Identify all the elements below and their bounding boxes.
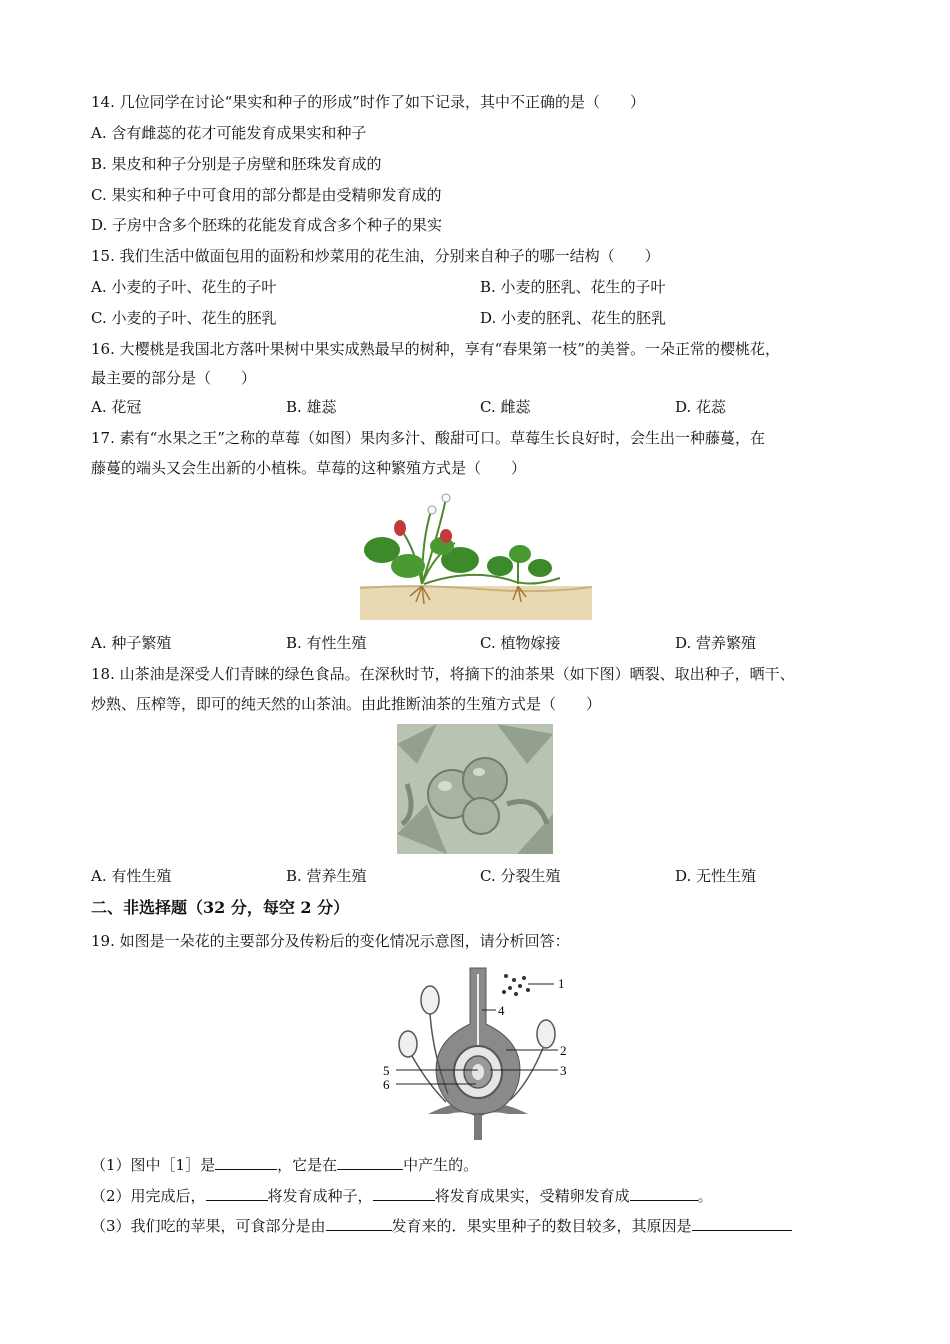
q14-option-c: C. 果实和种子中可食用的部分都是由受精卵发育成的 <box>91 186 442 204</box>
q19-stem: 19. 如图是一朵花的主要部分及传粉后的变化情况示意图，请分析回答： <box>91 932 570 950</box>
answer-blank[interactable] <box>326 1216 392 1231</box>
q17-option-b: B. 有性生殖 <box>286 634 367 652</box>
q17-option-a: A. 种子繁殖 <box>91 634 172 652</box>
q16-option-b: B. 雄蕊 <box>286 398 337 416</box>
q15-option-c: C. 小麦的子叶、花生的胚乳 <box>91 309 277 327</box>
flower-label-3: 3 <box>560 1063 567 1078</box>
q14-option-d: D. 子房中含多个胚珠的花能发育成含多个种子的果实 <box>91 216 443 234</box>
q17-stem-line1: 17. 素有“水果之王”之称的草莓（如图）果肉多汁、酸甜可口。草莓生长良好时，会生出一种藤蔓，在 <box>91 429 765 447</box>
q19-s2-text-b: 将发育成种子， <box>267 1187 373 1205</box>
flower-diagram <box>378 964 576 1142</box>
answer-blank[interactable] <box>692 1216 792 1231</box>
answer-blank[interactable] <box>373 1186 435 1201</box>
q19-subquestion-1 <box>91 1155 478 1175</box>
q18-option-c: C. 分裂生殖 <box>480 867 561 885</box>
flower-label-4: 4 <box>498 1003 505 1018</box>
q14-stem: 14. 几位同学在讨论“果实和种子的形成”时作了如下记录，其中不正确的是（ ） <box>91 93 645 111</box>
q19-subquestion-3 <box>91 1216 792 1236</box>
q18-stem-line2: 炒熟、压榨等，即可的纯天然的山茶油。由此推断油茶的生殖方式是（ ） <box>91 695 602 713</box>
q19-s2-text-c: 将发育成果实，受精卵发育成 <box>434 1187 630 1205</box>
q16-stem-line2: 最主要的部分是（ ） <box>91 369 257 387</box>
q19-s2-text-a: （2）用完成后， <box>91 1187 206 1205</box>
answer-blank[interactable] <box>206 1186 268 1201</box>
flower-label-1: 1 <box>558 976 565 991</box>
answer-blank[interactable] <box>215 1155 277 1170</box>
strawberry-plant-figure <box>360 488 592 620</box>
answer-blank[interactable] <box>337 1155 403 1170</box>
q17-stem-line2: 藤蔓的端头又会生出新的小植株。草莓的这种繁殖方式是（ ） <box>91 459 527 477</box>
q19-s1-text-b: ，它是在 <box>277 1156 338 1174</box>
q18-option-a: A. 有性生殖 <box>91 867 172 885</box>
q16-option-c: C. 雌蕊 <box>480 398 531 416</box>
q16-option-a: A. 花冠 <box>91 398 142 416</box>
q16-stem-line1: 16. 大樱桃是我国北方落叶果树中果实成熟最早的树种，享有“春果第一枝”的美誉。一朵正常的樱桃花， <box>91 340 780 358</box>
flower-label-5: 5 <box>383 1063 390 1078</box>
camellia-fruit-photo <box>397 724 553 854</box>
q17-option-d: D. 营养繁殖 <box>675 634 757 652</box>
q15-stem: 15. 我们生活中做面包用的面粉和炒菜用的花生油，分别来自种子的哪一结构（ ） <box>91 247 660 265</box>
q19-subquestion-2 <box>91 1186 713 1206</box>
q19-s3-text-b: 发育来的．果实里种子的数目较多，其原因是 <box>391 1217 692 1235</box>
q15-option-d: D. 小麦的胚乳、花生的胚乳 <box>480 309 667 327</box>
q18-stem-line1: 18. 山茶油是深受人们青睐的绿色食品。在深秋时节，将摘下的油茶果（如下图）晒裂、取出种子，晒干、 <box>91 665 795 683</box>
flower-label-2: 2 <box>560 1043 567 1058</box>
q15-option-b: B. 小麦的胚乳、花生的子叶 <box>480 278 666 296</box>
flower-label-6: 6 <box>383 1077 390 1092</box>
q19-s1-text-c: 中产生的。 <box>403 1156 479 1174</box>
q19-s1-text-a: （1）图中［1］是 <box>91 1156 216 1174</box>
q19-s3-text-a: （3）我们吃的苹果，可食部分是由 <box>91 1217 326 1235</box>
q19-s2-text-d: 。 <box>697 1187 713 1205</box>
q17-option-c: C. 植物嫁接 <box>480 634 561 652</box>
q14-option-b: B. 果皮和种子分别是子房壁和胚珠发育成的 <box>91 155 382 173</box>
q18-option-b: B. 营养生殖 <box>286 867 367 885</box>
section-heading: 二、非选择题（32 分，每空 2 分） <box>91 898 350 917</box>
q18-option-d: D. 无性生殖 <box>675 867 757 885</box>
q15-option-a: A. 小麦的子叶、花生的子叶 <box>91 278 277 296</box>
answer-blank[interactable] <box>630 1186 698 1201</box>
q16-option-d: D. 花蕊 <box>675 398 727 416</box>
q14-option-a: A. 含有雌蕊的花才可能发育成果实和种子 <box>91 124 367 142</box>
